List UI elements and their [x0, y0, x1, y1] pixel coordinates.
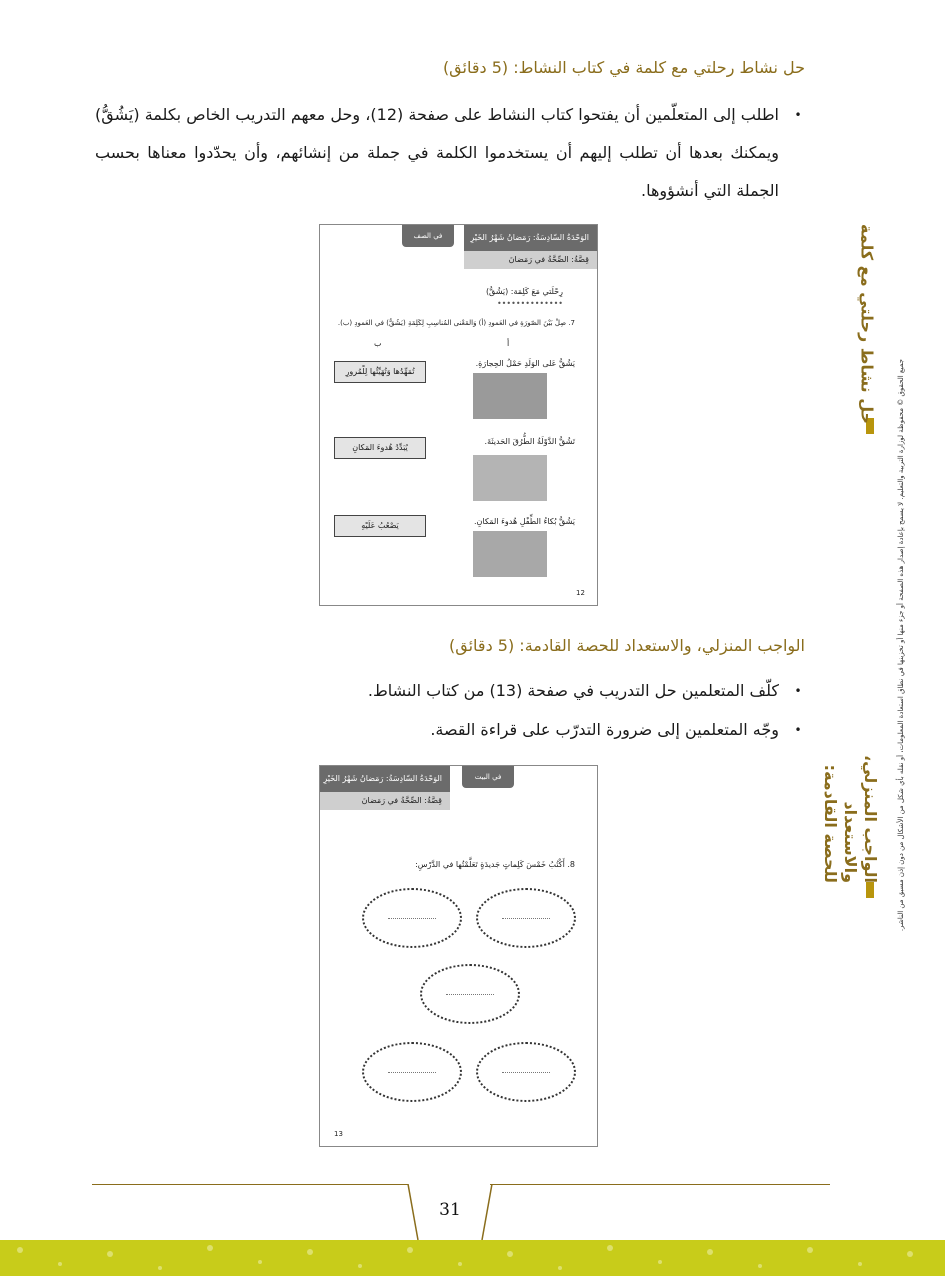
column-b-label: ب	[374, 339, 382, 348]
bullet-text: كلّف المتعلمين حل التدريب في صفحة (13) من كتاب النشاط.	[367, 681, 779, 700]
sentence-item: يَشُقُّ بُكاءُ الطِّفْلِ هُدوءَ المَكانِ.	[474, 517, 575, 526]
side-marker-bar	[866, 882, 874, 898]
page-number: 31	[439, 1200, 461, 1220]
section-heading-activity: حل نشاط رحلتي مع كلمة في كتاب النشاط: (5 دقائق)	[442, 58, 805, 77]
copyright-notice: جميع الحقوق © محفوظة لوزارة التربية والتعليم. لا يسمح بإعادة إصدار هذه الصفحة أو جزء منها أو تخزينها في نطاق استعادة المعلومات، أو نقله بأي شكل من الأشكال من دون إذن مسبق من الناشر.	[897, 358, 905, 932]
sentence-item: يَشُقُّ عَلى الوَلَدِ حَمْلُ الحِجارَةِ.	[475, 359, 575, 368]
column-a-label: أ	[507, 339, 510, 348]
bullet-dot: •	[794, 723, 802, 737]
photo-road	[473, 455, 547, 501]
dotted-rule: ••••••••••••••	[496, 299, 563, 308]
footer-rule-left	[92, 1184, 408, 1185]
bullet-homework	[95, 672, 805, 710]
answer-oval	[476, 888, 576, 948]
answer-oval	[362, 1042, 462, 1102]
bullet-dot: •	[794, 108, 802, 122]
bullet-text: اطلب إلى المتعلّمين أن يفتحوا كتاب النشاط على صفحة (12)، وحل معهم التدريب الخاص بكلمة (يَشُقُّ) ويمكنك بعدها أن تطلب إليهم أن يستخدموا الكلمة في جملة من إنشائهم، وأن يحدّدوا معناها بحسب الجملة التي أنشؤوها.	[95, 105, 779, 200]
unit-header: الوَحْدَةُ السّادِسَةُ: رَمَضانُ شَهْرُ الخَيْرِ	[320, 766, 450, 792]
photo-carrying-stones	[473, 373, 547, 419]
section-heading-homework: الواجب المنزلي، والاستعداد للحصة القادمة: (5 دقائق)	[449, 636, 805, 655]
answer-oval	[476, 1042, 576, 1102]
page-tab: في البيت	[462, 766, 514, 788]
activity-page-13	[319, 765, 598, 1147]
bullet-activity	[95, 96, 805, 210]
answer-oval	[420, 964, 520, 1024]
side-label-activity: حل نشاط رحلتي مع كلمة	[857, 223, 877, 425]
bullet-dot: •	[794, 684, 802, 698]
bullet-homework	[95, 711, 805, 749]
exercise-instruction: 7. صِلْ بَيْنَ الصّورَةِ في العَمودِ (أ) وَالمَعْنى المُناسِبِ لِكَلِمَةِ (يَشُقُّ) في العَمودِ (ب).	[337, 319, 575, 327]
page-number: 13	[334, 1130, 343, 1138]
story-subheader: قِصَّةُ: الصِّحَّةُ في رَمَضانَ	[464, 251, 597, 269]
footer-rule-right	[490, 1184, 830, 1185]
side-label-line: الواجب المنزلي،	[861, 754, 880, 884]
word-journey-title: رِحْلَتي مَعَ كَلِمَة: (يَشُقُّ)	[485, 287, 563, 296]
exercise-instruction: 8. أَكْتُبُ خَمْسَ كَلِماتٍ جَديدَةٍ تَعَلَّمْتُها في الدَّرْسِ:	[415, 860, 575, 869]
sentence-item: تَشُقُّ الدَّوْلَةُ الطُّرُقَ الحَديثَةَ.	[484, 437, 575, 446]
page-number: 12	[576, 589, 585, 597]
side-label-homework	[810, 754, 890, 884]
bullet-text: وجّه المتعلمين إلى ضرورة التدرّب على قراءة القصة.	[430, 720, 779, 739]
decorative-bottom-band	[0, 1240, 945, 1276]
activity-page-12	[319, 224, 598, 606]
meaning-box: تُمَهِّدُها وَتُهَيِّئُها لِلْمُرورِ	[334, 361, 426, 383]
meaning-box: يُبَدِّدُ هُدوءَ المَكانِ	[334, 437, 426, 459]
side-label-line: والاستعداد	[841, 801, 860, 884]
side-label-line: للحصة القادمة:	[821, 764, 840, 884]
meaning-box: يَصْعُبُ عَلَيْهِ	[334, 515, 426, 537]
unit-header: الوَحْدَةُ السّادِسَةُ: رَمَضانُ شَهْرُ الخَيْرِ	[464, 225, 597, 251]
answer-oval	[362, 888, 462, 948]
photo-crying-child	[473, 531, 547, 577]
page-tab: في الصف	[402, 225, 454, 247]
story-subheader: قِصَّةُ: الصِّحَّةُ في رَمَضانَ	[320, 792, 450, 810]
